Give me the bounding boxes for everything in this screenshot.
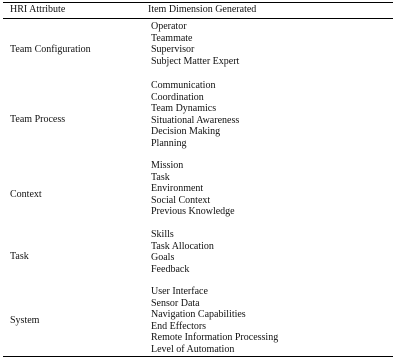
hri-attribute-table — [3, 0, 393, 362]
dimension-item: Team Dynamics — [151, 103, 217, 115]
dimension-list — [151, 160, 235, 218]
column-header-hri-attribute: HRI Attribute — [10, 4, 66, 15]
table-bottom-rule — [3, 356, 393, 357]
attribute-label: Team Process — [10, 114, 66, 125]
column-header-item-dimension: Item Dimension Generated — [148, 4, 257, 15]
dimension-item: Skills — [151, 229, 174, 240]
dimension-item: User Interface — [151, 286, 208, 297]
dimension-item: Remote Information Processing — [151, 332, 279, 344]
dimension-item: Supervisor — [151, 44, 195, 56]
dimension-item: Feedback — [151, 263, 190, 275]
attribute-label: System — [10, 315, 40, 326]
dimension-list — [151, 80, 239, 150]
dimension-item: Level of Automation — [151, 343, 235, 355]
dimension-list — [151, 286, 278, 356]
table-header-rule — [3, 18, 393, 19]
dimension-item: Situational Awareness — [151, 114, 240, 126]
dimension-item: Decision Making — [151, 126, 221, 138]
dimension-item: Sensor Data — [151, 297, 200, 309]
dimension-item: Operator — [151, 21, 187, 32]
dimension-list — [151, 229, 214, 275]
table-top-rule — [3, 2, 393, 3]
dimension-item: Communication — [151, 80, 216, 91]
dimension-item: Subject Matter Expert — [151, 55, 240, 67]
attribute-label: Context — [10, 189, 42, 200]
dimension-item: Environment — [151, 183, 204, 195]
dimension-item: Task Allocation — [151, 240, 214, 252]
dimension-item: Previous Knowledge — [151, 206, 235, 218]
dimension-item: Mission — [151, 160, 184, 171]
attribute-label: Team Configuration — [10, 44, 91, 55]
dimension-item: Goals — [151, 252, 175, 264]
dimension-item: Task — [151, 171, 170, 183]
dimension-item: End Effectors — [151, 320, 207, 332]
dimension-item: Planning — [151, 137, 187, 149]
attribute-label: Task — [10, 251, 29, 262]
dimension-item: Teammate — [151, 32, 193, 44]
dimension-item: Coordination — [151, 91, 204, 103]
dimension-list — [151, 21, 239, 67]
dimension-item: Social Context — [151, 194, 211, 206]
dimension-item: Navigation Capabilities — [151, 309, 246, 321]
